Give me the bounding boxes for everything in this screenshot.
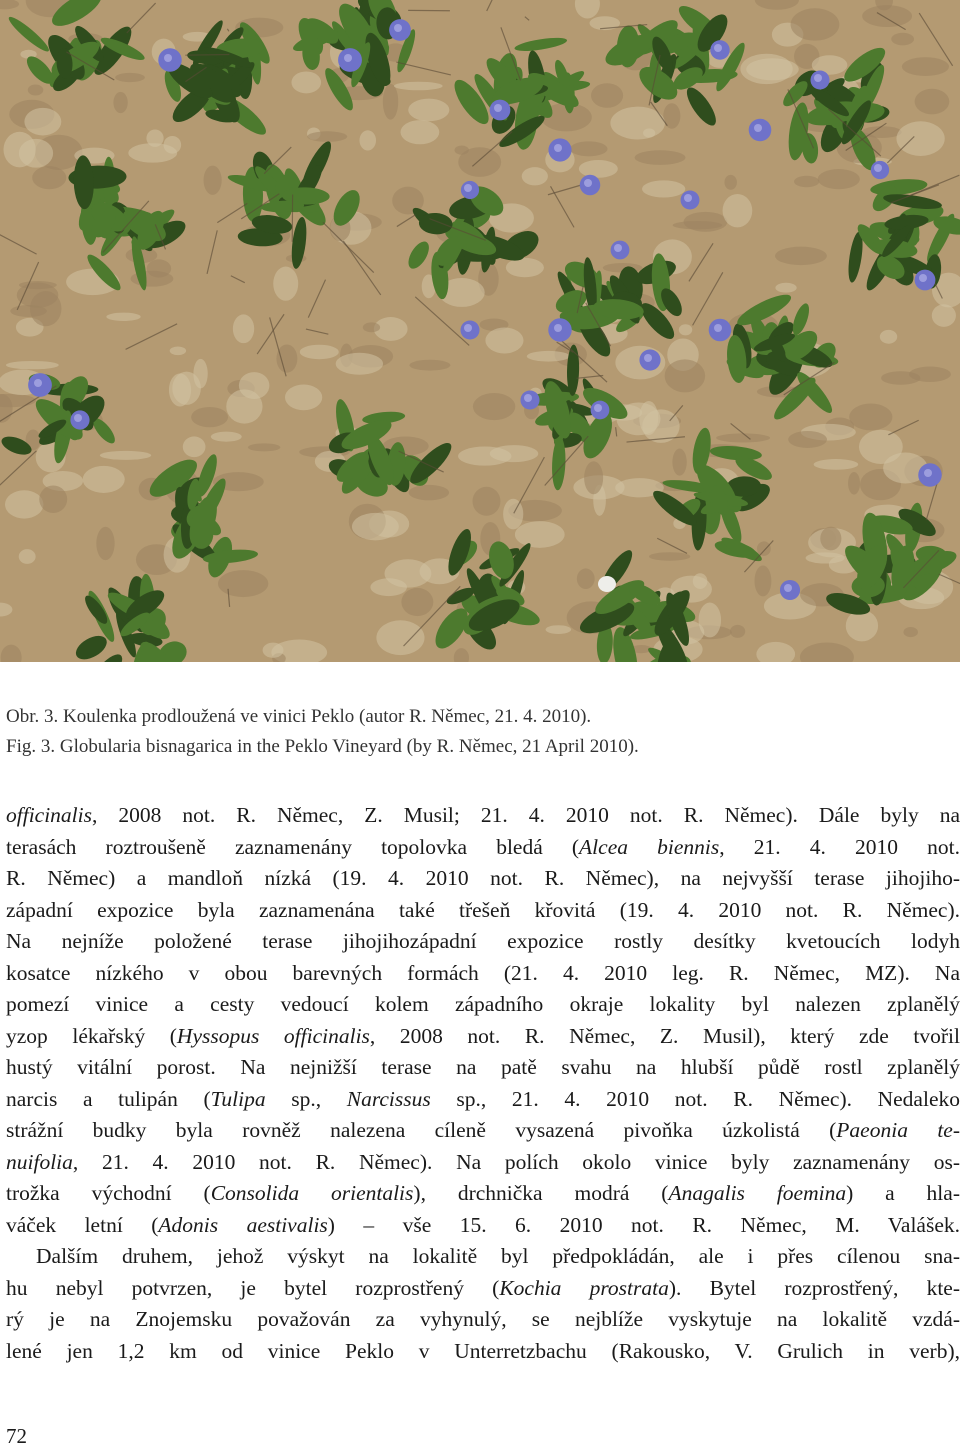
soil-clod: [849, 404, 892, 431]
soil-clod: [394, 82, 443, 91]
soil-clod: [485, 327, 523, 353]
text-run: trožka východní (: [6, 1181, 211, 1205]
text-run: , 21. 4. 2010 not. R. Němec). Na polích okolo vinice byly zaznamenány os-: [72, 1149, 960, 1174]
soil-clod: [363, 322, 380, 332]
italic-taxon: Narcissus: [346, 1086, 431, 1111]
flower-highlight: [684, 194, 692, 202]
snail-shell: [598, 576, 616, 592]
soil-clod: [672, 449, 686, 476]
flower-highlight: [34, 379, 42, 387]
flower-highlight: [874, 164, 882, 172]
soil-clod: [19, 549, 36, 564]
soil-clod: [307, 131, 347, 142]
italic-taxon: Tulipa: [210, 1086, 266, 1111]
soil-clod: [806, 552, 845, 563]
flower-highlight: [494, 104, 502, 112]
soil-clod: [336, 353, 383, 375]
body-line: [6, 1147, 960, 1179]
text-run: , 2008 not. R. Němec, Z. Musil; 21. 4. 2010 not. R. Němec). Dále byly na: [92, 803, 960, 827]
soil-clod: [506, 258, 544, 277]
soil-clod: [723, 194, 753, 227]
soil-clod: [233, 314, 254, 343]
soil-clod: [665, 359, 706, 392]
dry-twig: [185, 54, 229, 55]
flower-highlight: [814, 74, 822, 82]
text-run: lené jen 1,2 km od vinice Peklo v Unterretzbachu (Rakousko, V. Grulich in verb),: [6, 1338, 960, 1363]
body-line: [6, 958, 960, 990]
flower-highlight: [524, 394, 532, 402]
body-line: [6, 1021, 960, 1053]
soil-clod: [473, 393, 515, 420]
flower-highlight: [714, 44, 722, 52]
italic-taxon: Kochia prostrata: [499, 1275, 669, 1300]
flower-highlight: [554, 324, 562, 332]
soil-clod: [472, 487, 500, 516]
body-line: [6, 1336, 960, 1368]
soil-clod: [211, 432, 242, 442]
soil-clod: [204, 166, 222, 195]
soil-clod: [579, 160, 618, 178]
soil-clod: [19, 139, 53, 168]
soil-clod: [527, 351, 570, 362]
text-run: R. Němec) a mandloň nízká (19. 4. 2010 not. R. Němec), na nejvyšší terase jihojiho-: [6, 866, 960, 890]
body-line: [6, 1052, 960, 1084]
soil-clod: [100, 451, 151, 460]
soil-clod: [880, 330, 897, 344]
soil-clod: [115, 73, 145, 82]
italic-taxon: nuifolia: [6, 1149, 73, 1174]
soil-clod: [699, 603, 722, 638]
soil-clod: [300, 345, 339, 360]
italic-taxon: Anagalis foemina: [668, 1181, 847, 1205]
soil-clod: [757, 541, 771, 555]
text-run: terasách roztroušeně zaznamenány topolovka bledá (: [6, 834, 580, 859]
text-run: Na nejníže položené terase jihojihozápadní expozice rostly desítky kvetoucích lodyh: [6, 929, 960, 953]
soil-clod: [401, 120, 440, 144]
text-run: pomezí vinice a cesty vedoucí kolem západního okraje lokality byl nalezen zplanělý: [6, 992, 960, 1016]
soil-clod: [263, 643, 284, 658]
body-line: [6, 1178, 960, 1210]
flower-highlight: [594, 404, 602, 412]
soil-clod: [490, 445, 538, 462]
text-run: váček letní (: [6, 1212, 159, 1237]
soil-clod: [673, 221, 723, 229]
text-run: ) – vše 15. 6. 2010 not. R. Němec, M. Valášek.: [327, 1212, 960, 1237]
soil-clod: [96, 527, 114, 560]
text-run: , 21. 4. 2010 not.: [719, 834, 960, 859]
flower-highlight: [584, 179, 592, 187]
soil-clod: [291, 71, 321, 93]
soil-clod: [359, 130, 376, 150]
soil-clod: [19, 281, 57, 289]
soil-clod: [183, 436, 206, 457]
body-line: [6, 1273, 960, 1305]
page-number: 72: [6, 1424, 27, 1448]
soil-clod: [30, 291, 62, 326]
soil-clod: [409, 360, 450, 371]
text-run: ). Bytel rozprostřený, kte-: [668, 1275, 960, 1300]
soil-clod: [172, 372, 201, 405]
soil-clod: [881, 371, 920, 385]
soil-clod: [642, 180, 685, 197]
soil-clod: [570, 141, 608, 156]
soil-clod: [515, 521, 565, 548]
flower-highlight: [644, 354, 652, 362]
soil-clod: [6, 361, 59, 369]
soil-clod: [896, 121, 944, 156]
flower-highlight: [74, 414, 82, 422]
italic-taxon: Hyssopus officinalis: [176, 1023, 370, 1048]
soil-clod: [546, 625, 571, 634]
soil-clod: [83, 466, 125, 493]
text-run: kosatce nízkého v obou barevných formách (21. 4. 2010 leg. R. Němec, MZ). Na: [6, 960, 960, 985]
soil-clod: [818, 169, 860, 189]
soil-clod: [39, 485, 67, 513]
text-run: ) a hla-: [846, 1181, 960, 1205]
soil-clod: [814, 459, 859, 470]
soil-clod: [903, 627, 917, 637]
body-line: [6, 863, 960, 895]
flower-highlight: [919, 274, 927, 282]
soil-clod: [408, 99, 449, 122]
soil-clod: [273, 267, 298, 301]
soil-clod: [239, 372, 270, 399]
soil-clod: [584, 461, 603, 494]
body-line: [6, 926, 960, 958]
text-run: hu nebyl potvrzen, je bytel rozprostřený (: [6, 1275, 500, 1300]
text-run: Dalším druhem, jehož výskyt na lokalitě byl předpokládán, ale i přes cílenou sna-: [36, 1244, 960, 1268]
soil-clod: [385, 559, 432, 587]
soil-clod: [643, 128, 655, 137]
body-line: [6, 1115, 960, 1147]
soil-clod: [915, 89, 950, 115]
text-run: sp., 21. 4. 2010 not. R. Němec). Nedaleko: [430, 1086, 960, 1111]
soil-clod: [746, 58, 798, 80]
body-line: [6, 895, 960, 927]
italic-taxon: officinalis: [6, 803, 92, 827]
text-run: západní expozice byla zaznamenána také třešeň křovitá (19. 4. 2010 not. R. Němec).: [6, 897, 960, 922]
soil-clod: [635, 150, 686, 165]
soil-clod: [503, 499, 523, 530]
soil-clod: [352, 513, 399, 540]
soil-clod: [409, 485, 450, 500]
soil-clod: [724, 175, 736, 190]
soil-clod: [848, 472, 860, 495]
soil-clod: [862, 5, 912, 27]
soil-clod: [522, 167, 548, 185]
flower-highlight: [784, 584, 792, 592]
soil-clod: [191, 407, 228, 427]
body-line: [6, 1084, 960, 1116]
soil-clod: [788, 431, 827, 448]
flower-highlight: [714, 324, 722, 332]
soil-clod: [577, 568, 595, 589]
italic-taxon: Consolida orientalis: [210, 1181, 414, 1205]
soil-clod: [775, 283, 796, 293]
text-run: , 2008 not. R. Němec, Z. Musil), který zde tvořil: [369, 1023, 960, 1048]
body-text: [6, 800, 960, 1367]
soil-clod: [639, 401, 658, 435]
soil-clod: [902, 57, 949, 76]
soil-clod: [754, 565, 771, 596]
soil-clod: [820, 527, 841, 551]
soil-clod: [663, 103, 680, 129]
body-line: [6, 1210, 960, 1242]
body-line: [6, 800, 960, 832]
soil-clod: [285, 384, 322, 410]
soil-clod: [932, 304, 956, 327]
caption-english: Fig. 3. Globularia bisnagarica in the Peklo Vineyard (by R. Němec, 21 April 2010).: [6, 736, 639, 757]
soil-clod: [649, 552, 690, 561]
soil-clod: [591, 83, 623, 108]
flower-highlight: [464, 324, 472, 332]
soil-clod: [28, 84, 44, 95]
soil-clod: [383, 84, 398, 120]
soil-clod: [164, 136, 182, 154]
text-run: strážní budky byla rovněž nalezena cíleně vysazená pivoňka úzkolistá (: [6, 1118, 837, 1142]
soil-clod: [679, 324, 692, 335]
flower-highlight: [164, 54, 172, 62]
soil-clod: [458, 147, 501, 177]
text-run: yzop lékařský (: [6, 1023, 177, 1048]
soil-clod: [376, 620, 424, 655]
body-line: [6, 832, 960, 864]
text-run: narcis a tulipán (: [6, 1086, 211, 1111]
soil-clod: [113, 92, 127, 113]
caption-czech: Obr. 3. Koulenka prodloužená ve vinici Peklo (autor R. Němec, 21. 4. 2010).: [6, 706, 592, 727]
text-run: ), drchnička modrá (: [413, 1181, 669, 1205]
soil-clod: [32, 166, 66, 189]
flower-highlight: [464, 184, 472, 192]
soil-clod: [846, 610, 878, 641]
body-line: [6, 1304, 960, 1336]
flower-highlight: [554, 144, 562, 152]
soil-clod: [794, 176, 819, 187]
soil-clod: [775, 247, 827, 265]
flower-highlight: [394, 24, 402, 32]
soil-clod: [401, 588, 433, 616]
body-line: [6, 1241, 960, 1273]
soil-clod: [24, 108, 61, 136]
soil-clod: [791, 8, 840, 40]
flower-highlight: [344, 54, 352, 62]
photo-canvas: [0, 0, 960, 662]
italic-taxon: Adonis aestivalis: [158, 1212, 328, 1237]
soil-clod: [716, 433, 770, 442]
body-line: [6, 989, 960, 1021]
soil-clod: [891, 33, 914, 46]
soil-clod: [730, 625, 745, 638]
soil-clod: [106, 313, 140, 321]
flower-highlight: [754, 124, 762, 132]
text-run: rý je na Znojemsku považován za vyhynulý, se nejblíže vyskytuje na lokalitě vzdá-: [6, 1307, 960, 1331]
globularia-photo: [0, 0, 960, 662]
soil-clod: [248, 443, 280, 451]
soil-clod: [170, 346, 186, 355]
text-run: sp.,: [265, 1086, 347, 1111]
soil-clod: [218, 570, 268, 597]
soil-clod: [5, 490, 43, 518]
italic-taxon: Paeonia te-: [836, 1118, 960, 1142]
text-run: hustý vitální porost. Na nejnižší terase na patě svahu na hlubší půdě rostl zplanělý: [6, 1055, 960, 1079]
figure-caption: [6, 702, 946, 762]
italic-taxon: Alcea biennis: [579, 834, 720, 859]
soil-clod: [276, 344, 297, 372]
flower-highlight: [924, 469, 932, 477]
flower-highlight: [614, 244, 622, 252]
